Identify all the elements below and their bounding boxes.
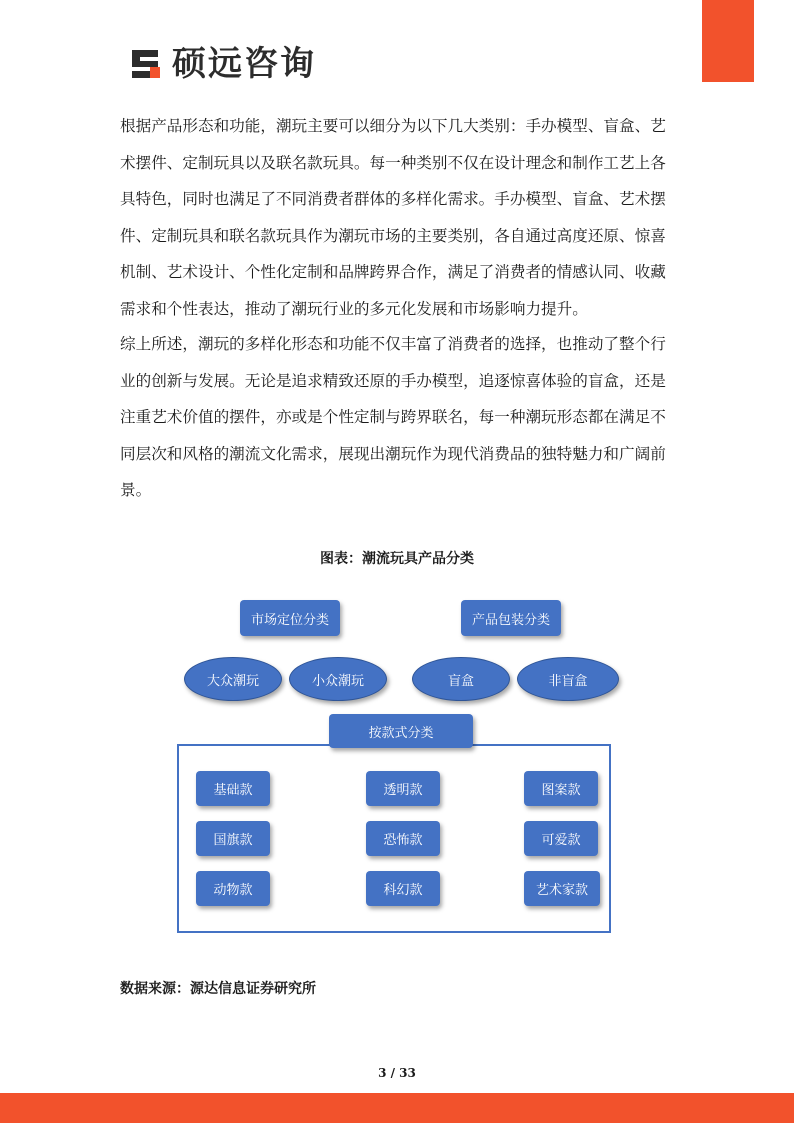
footer-accent-bar bbox=[0, 1093, 794, 1123]
body-paragraph-1: 根据产品形态和功能，潮玩主要可以细分为以下几大类别：手办模型、盲盒、艺术摆件、定制玩具以及联名款玩具。每一种类别不仅在设计理念和制作工艺上各具特色，同时也满足了不同消费者群体的多样化需求。手办模型、盲盒、艺术摆件、定制玩具和联名款玩具作为潮玩市场的主要类别，各自通过高度还原、惊喜机制、艺术设计、个性化定制和品牌跨界合作，满足了消费者的情感认同、收藏需求和个性表达，推动了潮玩行业的多元化发展和市场影响力提升。 bbox=[120, 117, 666, 318]
style-item-basic: 基础款 bbox=[196, 771, 270, 806]
market-item-niche: 小众潮玩 bbox=[289, 657, 387, 701]
market-category-box: 市场定位分类 bbox=[240, 600, 340, 636]
style-item-horror: 恐怖款 bbox=[366, 821, 440, 856]
body-paragraph-2: 综上所述，潮玩的多样化形态和功能不仅丰富了消费者的选择，也推动了整个行业的创新与发展。无论是追求精致还原的手办模型，追逐惊喜体验的盲盒，还是注重艺术价值的摆件，亦或是个性定制与跨界联名，每一种潮玩形态都在满足不同层次和风格的潮流文化需求，展现出潮玩作为现代消费品的独特魅力和广阔前景。 bbox=[120, 335, 666, 499]
market-item-mass: 大众潮玩 bbox=[184, 657, 282, 701]
style-item-artist: 艺术家款 bbox=[524, 871, 600, 906]
data-source-note: 数据来源：源达信息证券研究所 bbox=[120, 981, 316, 997]
style-item-pattern: 图案款 bbox=[524, 771, 598, 806]
figure-title: 图表：潮流玩具产品分类 bbox=[320, 551, 474, 567]
brand-logo bbox=[128, 44, 316, 84]
style-item-cute: 可爱款 bbox=[524, 821, 598, 856]
style-item-national-flag: 国旗款 bbox=[196, 821, 270, 856]
style-category-box: 按款式分类 bbox=[329, 714, 473, 748]
style-item-animal: 动物款 bbox=[196, 871, 270, 906]
s-logo-icon bbox=[128, 46, 164, 82]
style-item-transparent: 透明款 bbox=[366, 771, 440, 806]
brand-name: 硕远咨询 bbox=[172, 44, 316, 84]
style-item-sci-fi: 科幻款 bbox=[366, 871, 440, 906]
page-number: 3 / 33 bbox=[378, 1066, 416, 1080]
header-accent-block bbox=[702, 0, 754, 82]
package-item-non-blind-box: 非盲盒 bbox=[517, 657, 619, 701]
package-item-blind-box: 盲盒 bbox=[412, 657, 510, 701]
package-category-box: 产品包装分类 bbox=[461, 600, 561, 636]
